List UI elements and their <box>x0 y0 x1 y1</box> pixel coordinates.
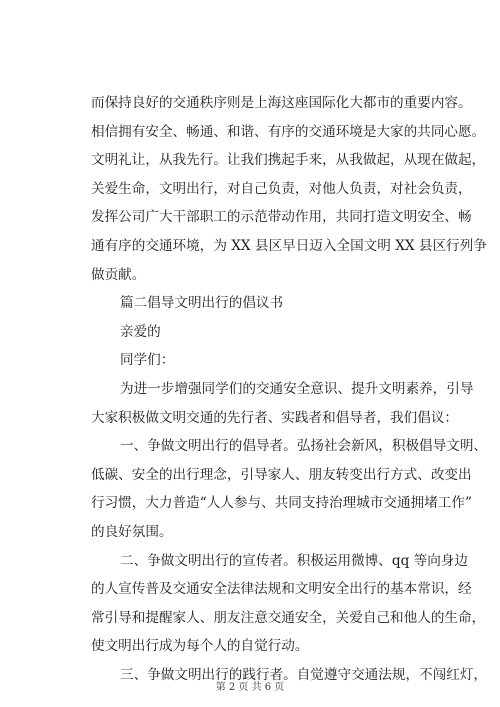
text-line: 的人宣传普及交通安全法律法规和文明安全出行的基本常识，经 <box>91 581 472 598</box>
text-line: 的良好氛围。 <box>91 524 173 540</box>
text-line: 行习惯，大力普造“人人参与、共同支持治理城市交通拥堵工作” <box>91 495 472 512</box>
page-footer: 第 2 页 共 6 页 <box>215 682 285 693</box>
text-line: 常引导和提醒家人、朋友注意交通安全，关爱自己和他人的生命， <box>91 609 486 626</box>
text-line: 通有序的交通环境，为 XX 县区早日迈入全国文明 XX 县区行列争 <box>91 238 487 254</box>
text-line: 二、争做文明出行的宣传者。积极运用微博、qq 等向身边 <box>120 552 468 569</box>
text-line: 一、争做文明出行的倡导者。弘扬社会新风，积极倡导文明、 <box>120 438 488 455</box>
text-line: 相信拥有安全、畅通、和谐、有序的交通环境是大家的共同心愿。 <box>91 123 486 140</box>
text-line: 三、争做文明出行的践行者。自觉遵守交通法规，不闯红灯， <box>120 667 488 683</box>
text-line: 使文明出行成为每个人的自觉行动。 <box>91 638 309 655</box>
section-heading: 篇二倡导文明出行的倡议书 <box>120 295 284 312</box>
salutation-line: 亲爱的 <box>120 323 161 340</box>
text-line: 而保持良好的交通秩序则是上海这座国际化大都市的重要内容。 <box>91 95 472 111</box>
salutation-line: 同学们： <box>120 352 175 369</box>
text-line: 大家积极做文明交通的先行者、实践者和倡导者，我们倡议： <box>91 409 459 426</box>
text-line: 低碳、安全的出行理念，引导家人、朋友转变出行方式、改变出 <box>91 466 472 483</box>
text-line: 做贡献。 <box>91 266 146 283</box>
text-line: 为进一步增强同学们的交通安全意识、提升文明素养，引导 <box>120 381 474 397</box>
text-line: 发挥公司广大干部职工的示范带动作用，共同打造文明安全、畅 <box>91 209 472 226</box>
text-line: 文明礼让，从我先行。让我们携起手来，从我做起，从现在做起， <box>91 152 486 169</box>
text-line: 关爱生命，文明出行，对自己负责，对他人负责，对社会负责， <box>91 180 472 197</box>
